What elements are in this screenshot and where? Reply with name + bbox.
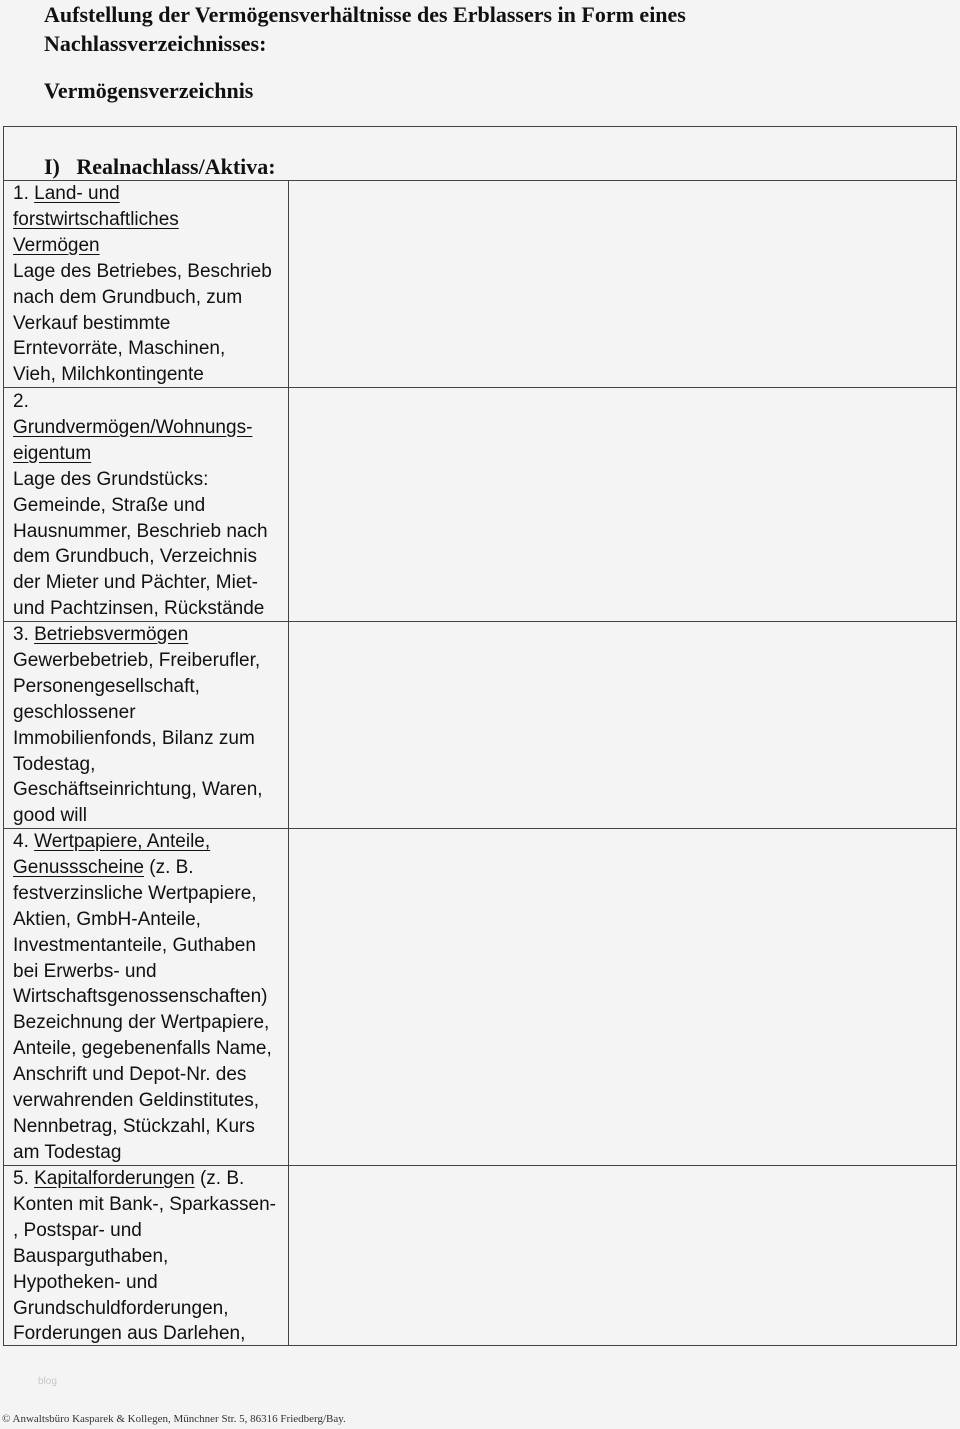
row-number: 3. (13, 624, 35, 645)
title-line-1: Aufstellung der Vermögensverhältnisse des Erblassers in Form eines (44, 2, 686, 27)
row-number: 4. (13, 831, 35, 852)
row-number: 5. (13, 1168, 35, 1189)
row-heading: Betriebsvermögen (34, 624, 189, 645)
document-title (44, 0, 686, 58)
column-divider (288, 180, 289, 1346)
row-description: Lage des Grundstücks: Gemeinde, Straße und Hausnummer, Beschrieb nach dem Grundbuch, Verzeichnis der Mieter und Pächter, Miet- und Pachtzinsen, Rückstände (13, 468, 268, 620)
table-row-betriebsvermoegen (13, 622, 285, 829)
table-row-kapitalforderungen (13, 1166, 285, 1347)
title-line-2: Nachlassverzeichnisses: (44, 31, 267, 56)
page-footer: © Anwaltsbüro Kasparek & Kollegen, Münchner Str. 5, 86316 Friedberg/Bay. (2, 1413, 346, 1425)
row-description: Konten mit Bank-, Sparkassen- , Postspar- und Bausparguthaben, Hypotheken- und Grundschuldforderungen, Forderungen aus Darlehen, (13, 1193, 276, 1345)
row-heading: Grundvermögen/Wohnungs- eigentum (13, 416, 253, 464)
section-heading: I) Realnachlass/Aktiva: (44, 154, 276, 179)
row-number: 2. (13, 391, 29, 412)
row-description: Gewerbebetrieb, Freiberufler, Personengesellschaft, geschlossener Immobilienfonds, Bilanz zum Todestag, Geschäftseinrichtung, Waren, good will (13, 649, 263, 827)
row-description: festverzinsliche Wertpapiere, Aktien, GmbH-Anteile, Investmentanteile, Guthaben bei Erwerbs- und Wirtschaftsgenossenschaften) Bezeichnung der Wertpapiere, Anteile, gegebenenfalls Name, Anschrift und Depot-Nr. des verwahrenden Geldinstitutes, Nennbetrag, Stückzahl, Kurs am Todestag (13, 882, 272, 1163)
row-heading-suffix: (z. B. (194, 1168, 245, 1189)
row-description: Lage des Betriebes, Beschrieb nach dem Grundbuch, zum Verkauf bestimmte Erntevorräte, Maschinen, Vieh, Milchkontingente (13, 260, 272, 386)
table-row-land-forst (13, 181, 285, 388)
row-heading: Kapitalforderungen (34, 1168, 195, 1189)
table-row-wertpapiere (13, 829, 285, 1166)
document-subtitle: Vermögensverzeichnis (44, 78, 254, 103)
row-heading: Land- und forstwirtschaftliches Vermögen (13, 183, 179, 256)
row-number: 1. (13, 183, 35, 204)
row-heading-suffix: (z. B. (143, 856, 194, 878)
watermark: blog (38, 1376, 57, 1387)
table-row-grundvermoegen (13, 389, 285, 622)
row-heading: Wertpapiere, Anteile, Genussscheine (13, 831, 211, 878)
